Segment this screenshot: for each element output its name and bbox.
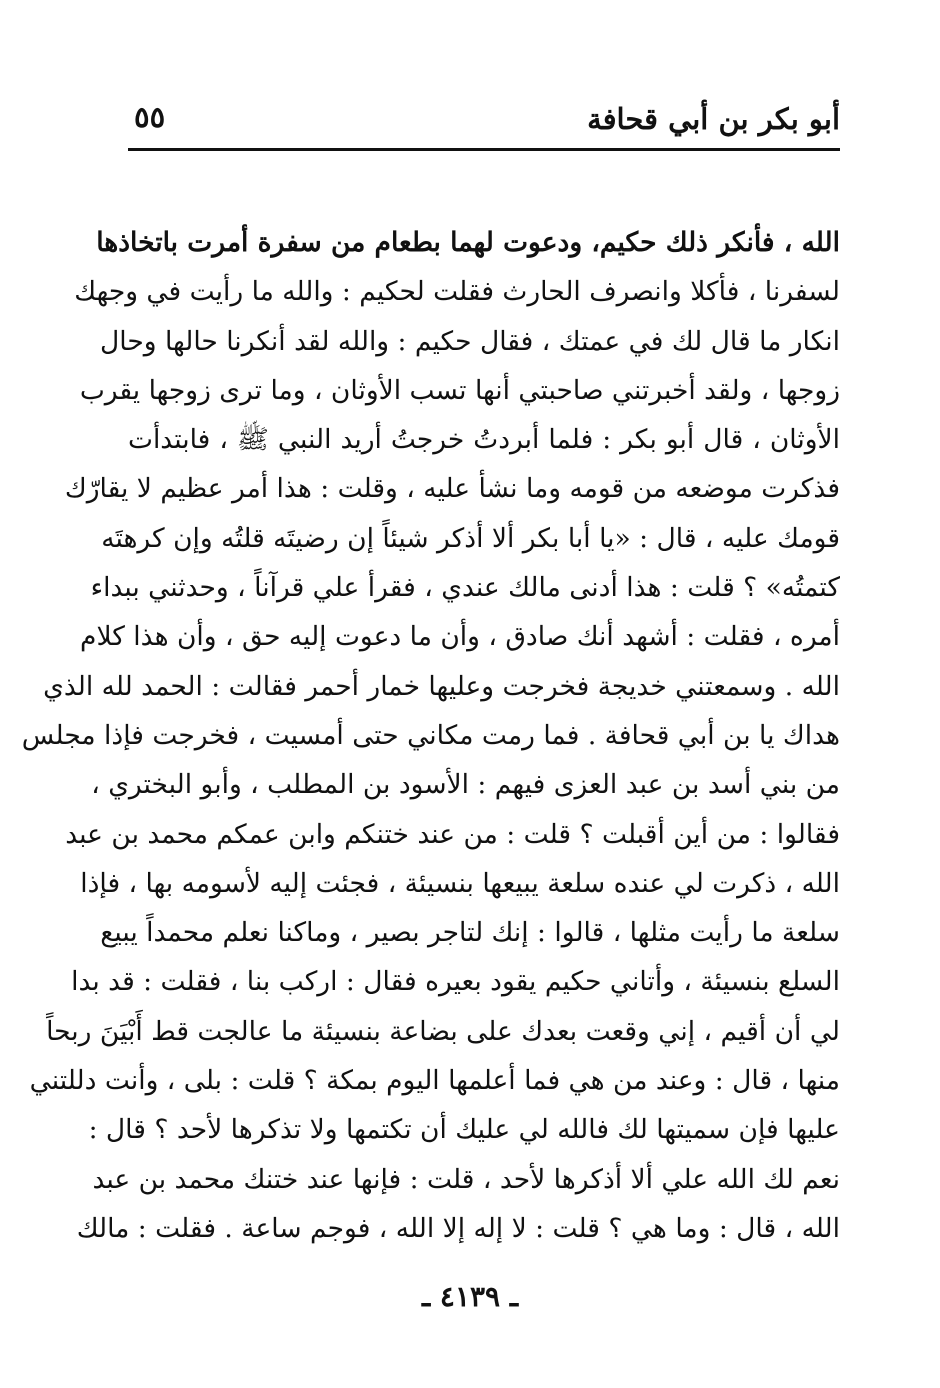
text-line: من بني أسد بن عبد العزى فيهم : الأسود بن المطلب ، وأبو البختري ، bbox=[91, 769, 840, 801]
text-line: انكار ما قال لك في عمتك ، فقال حكيم : والله لقد أنكرنا حالها وحال bbox=[100, 325, 840, 357]
text-line: فقالوا : من أين أقبلت ؟ قلت : من عند ختنكم وابن عمكم محمد بن عبد bbox=[65, 818, 840, 850]
text-line: سلعة ما رأيت مثلها ، قالوا : إنك لتاجر بصير ، وماكنا نعلم محمداً يبيع bbox=[100, 917, 840, 949]
text-line: لسفرنا ، فأكلا وانصرف الحارث فقلت لحكيم : والله ما رأيت في وجهك bbox=[74, 276, 840, 308]
page-header bbox=[128, 96, 840, 146]
text-line: هداك يا بن أبي قحافة . فما رمت مكاني حتى أمسيت ، فخرجت فإذا مجلس bbox=[21, 719, 840, 751]
page-marker: ـ ٤١٣٩ ـ bbox=[421, 1280, 519, 1313]
text-line: قومك عليه ، قال : «يا أبا بكر ألا أذكر شيئاً إن رضيتَه قلتُه وإن كرهتَه bbox=[101, 522, 840, 554]
text-line: الله . وسمعتني خديجة فخرجت وعليها خمار أحمر فقالت : الحمد لله الذي bbox=[43, 670, 840, 702]
running-title: أبو بكر بن أبي قحافة bbox=[587, 102, 840, 136]
text-line: زوجها ، ولقد أخبرتني صاحبتي أنها تسب الأوثان ، وما ترى زوجها يقرب bbox=[79, 374, 840, 406]
text-line: الله ، فأنكر ذلك حكيم، ودعوت لهما بطعام من سفرة أمرت باتخاذها bbox=[96, 227, 840, 258]
text-line: لي أن أقيم ، إني وقعت بعدك على بضاعة بنسيئة ما عالجت قط أَبْيَنَ ربحاً bbox=[46, 1015, 840, 1047]
text-line: الله ، ذكرت لي عنده سلعة يبيعها بنسيئة ، فجئت إليه لأسومه بها ، فإذا bbox=[80, 867, 840, 899]
text-line: أمره ، فقلت : أشهد أنك صادق ، وأن ما دعوت إليه حق ، وأن هذا كلام bbox=[80, 621, 840, 653]
main-text bbox=[21, 218, 840, 1253]
header-divider bbox=[128, 148, 840, 151]
page-number: ٥٥ bbox=[134, 100, 166, 134]
text-line: كتمتُه» ؟ قلت : هذا أدنى مالك عندي ، فقرأ علي قرآناً ، وحدثني ببداء bbox=[90, 572, 840, 604]
text-line: الأوثان ، قال أبو بكر : فلما أبردتُ خرجتُ أريد النبي ﷺ ، فابتدأت bbox=[128, 424, 840, 456]
text-line: السلع بنسيئة ، وأتاني حكيم يقود بعيره فقال : اركب بنا ، فقلت : قد بدا bbox=[71, 966, 840, 998]
text-line: منها ، قال : وعند من هي فما أعلمها اليوم بمكة ؟ قلت : بلى ، وأنت دللتني bbox=[29, 1065, 840, 1097]
text-line: عليها فإن سميتها لك فالله لي عليك أن تكتمها ولا تذكرها لأحد ؟ قال : bbox=[88, 1114, 840, 1146]
text-line: الله ، قال : وما هي ؟ قلت : لا إله إلا الله ، فوجم ساعة . فقلت : مالك bbox=[76, 1212, 840, 1244]
text-line: نعم لك الله علي ألا أذكرها لأحد ، قلت : فإنها عند ختنك محمد بن عبد bbox=[92, 1163, 840, 1195]
text-line: فذكرت موضعه من قومه وما نشأ عليه ، وقلت : هذا أمر عظيم لا يقارّك bbox=[64, 473, 840, 505]
